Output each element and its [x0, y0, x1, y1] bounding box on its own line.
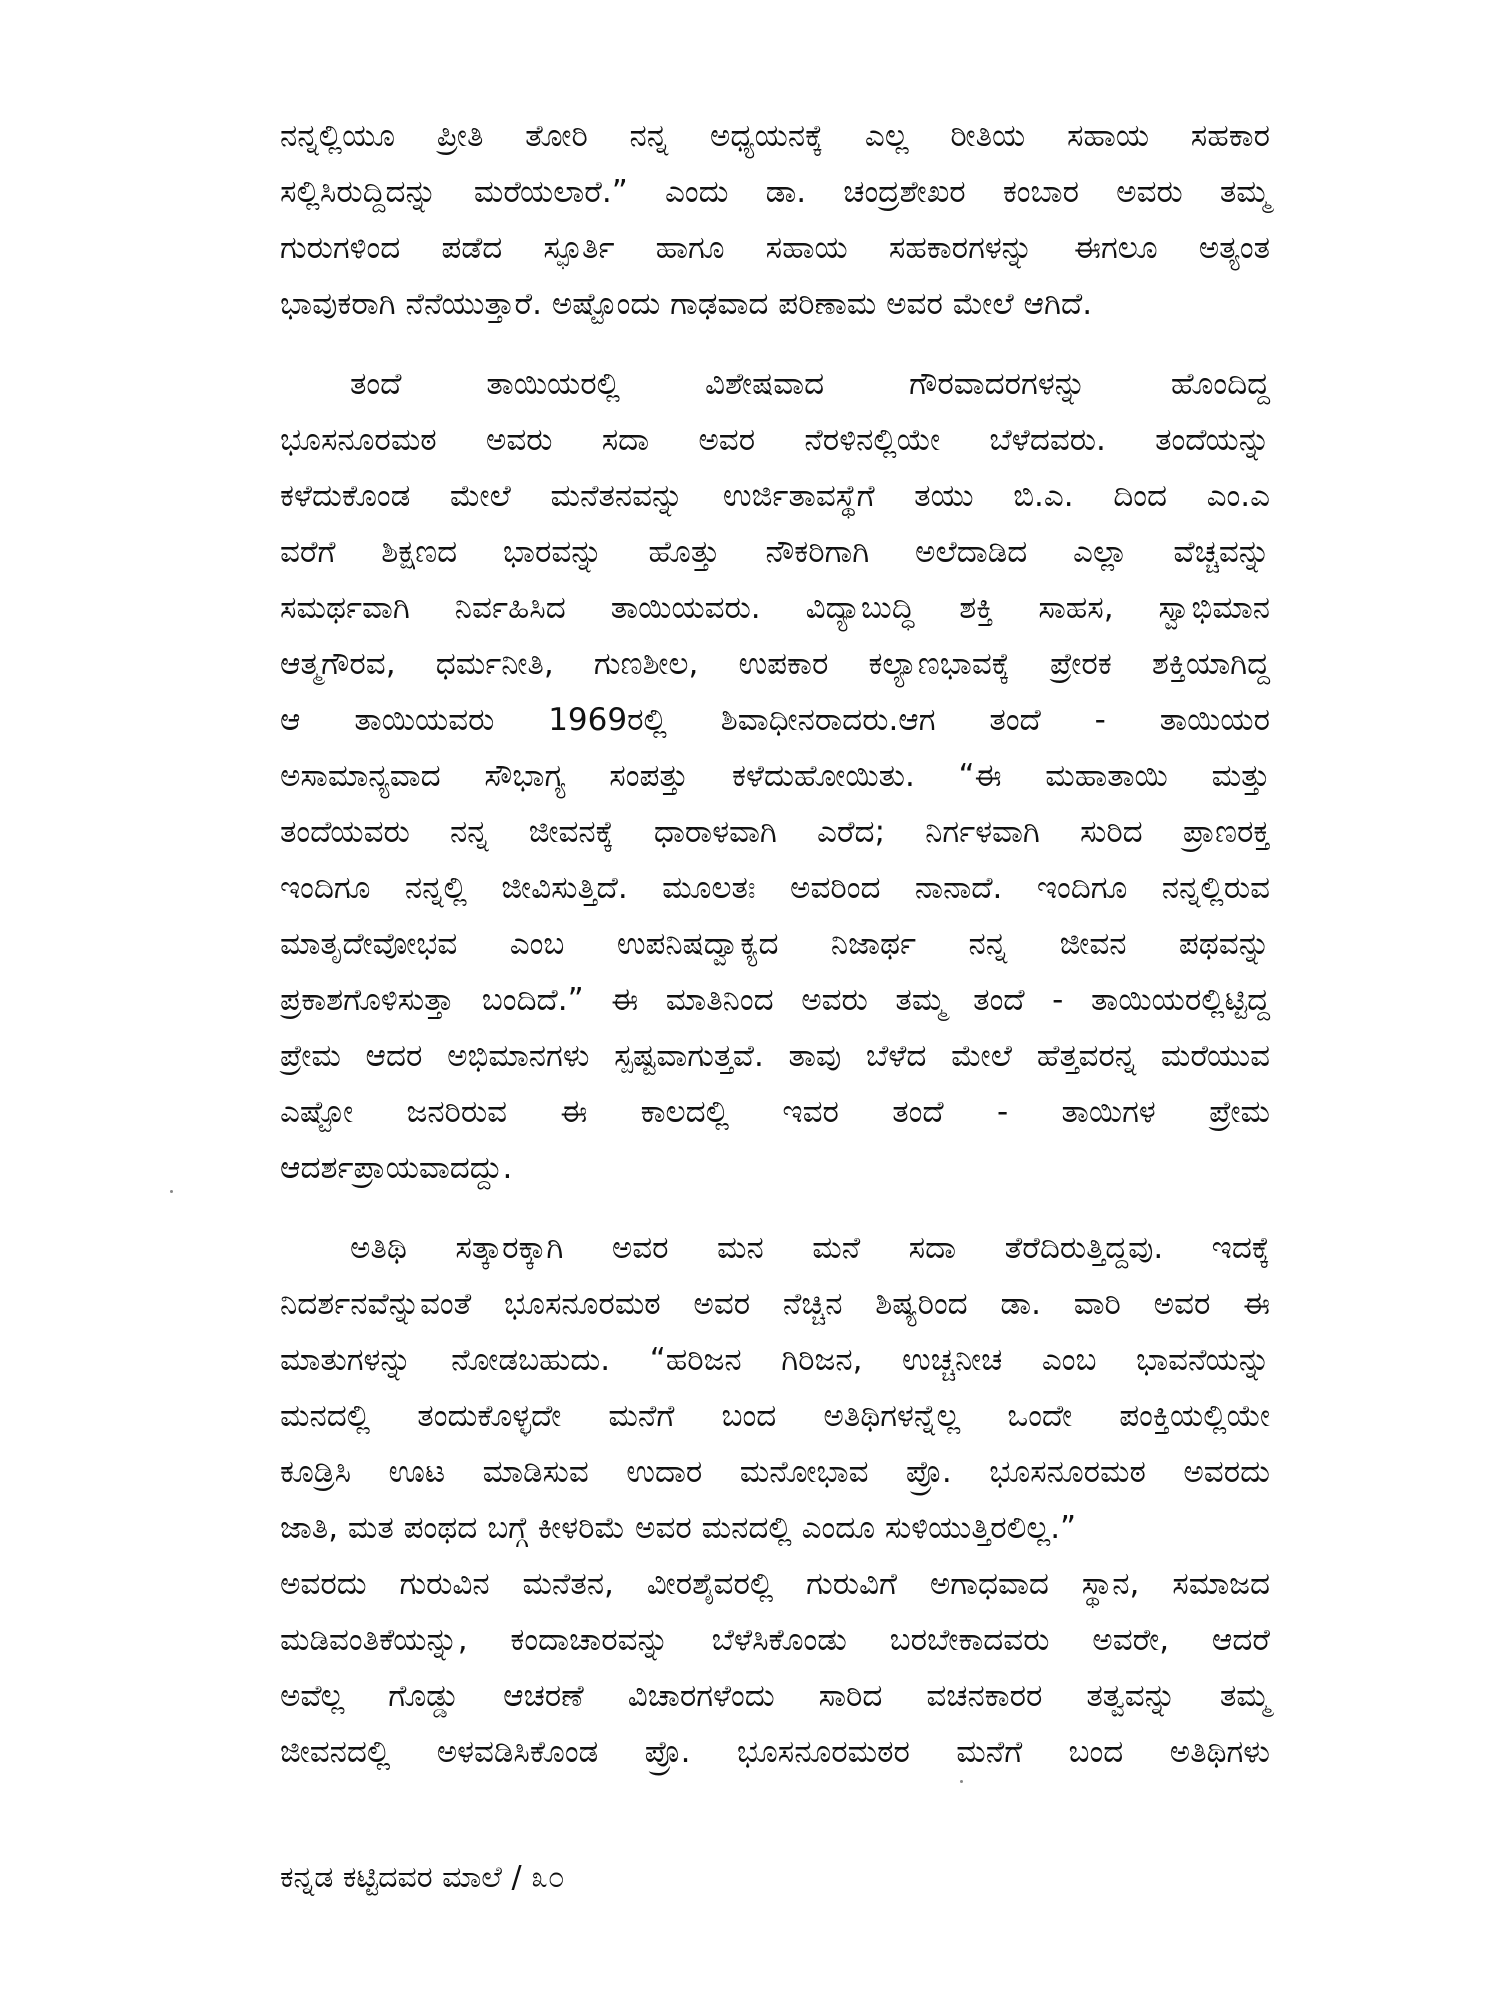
text-line: ಜೀವನದಲ್ಲಿ ಅಳವಡಿಸಿಕೊಂಡ ಪ್ರೊ. ಭೂಸನೂರಮಠರ ಮನೆಗೆ ಬಂದ ಅತಿಥಿಗಳು: [280, 1734, 1270, 1770]
text-line: ಗುರುಗಳಿಂದ ಪಡೆದ ಸ್ಫೂರ್ತಿ ಹಾಗೂ ಸಹಾಯ ಸಹಕಾರಗಳನ್ನು ಈಗಲೂ ಅತ್ಯಂತ: [280, 230, 1270, 266]
text-line: ಅವೆಲ್ಲ ಗೊಡ್ಡು ಆಚರಣೆ ವಿಚಾರಗಳೆಂದು ಸಾರಿದ ವಚನಕಾರರ ತತ್ವವನ್ನು ತಮ್ಮ: [280, 1678, 1270, 1714]
text-line: ಭಾವುಕರಾಗಿ ನೆನೆಯುತ್ತಾರೆ. ಅಷ್ಟೊಂದು ಗಾಢವಾದ ಪರಿಣಾಮ ಅವರ ಮೇಲೆ ಆಗಿದೆ.: [280, 286, 1093, 322]
text-line: ಆ ತಾಯಿಯವರು 1969ರಲ್ಲಿ ಶಿವಾಧೀನರಾದರು.ಆಗ ತಂದೆ - ತಾಯಿಯರ: [280, 702, 1270, 738]
text-line: ಜಾತಿ, ಮತ ಪಂಥದ ಬಗ್ಗೆ ಕೀಳರಿಮೆ ಅವರ ಮನದಲ್ಲಿ ಎಂದೂ ಸುಳಿಯುತ್ತಿರಲಿಲ್ಲ.”: [280, 1510, 1077, 1546]
text-line: ತಂದೆ ತಾಯಿಯರಲ್ಲಿ ವಿಶೇಷವಾದ ಗೌರವಾದರಗಳನ್ನು ಹೊಂದಿದ್ದ: [350, 366, 1270, 402]
text-line: ಪ್ರೇಮ ಆದರ ಅಭಿಮಾನಗಳು ಸ್ಪಷ್ಟವಾಗುತ್ತವೆ. ತಾವು ಬೆಳೆದ ಮೇಲೆ ಹೆತ್ತವರನ್ನ ಮರೆಯುವ: [280, 1038, 1270, 1074]
text-line: ಎಷ್ಟೋ ಜನರಿರುವ ಈ ಕಾಲದಲ್ಲಿ ಇವರ ತಂದೆ - ತಾಯಿಗಳ ಪ್ರೇಮ: [280, 1094, 1270, 1130]
paragraph-1: [280, 108, 1270, 332]
text-line: ಆದರ್ಶಪ್ರಾಯವಾದದ್ದು.: [280, 1150, 513, 1186]
text-line: ಕಳೆದುಕೊಂಡ ಮೇಲೆ ಮನೆತನವನ್ನು ಉರ್ಜಿತಾವಸ್ಥೆಗೆ ತಯು ಬಿ.ಎ. ದಿಂದ ಎಂ.ಎ: [280, 478, 1270, 514]
text-line: ಸಲ್ಲಿಸಿರುದ್ದಿದನ್ನು ಮರೆಯಲಾರೆ.” ಎಂದು ಡಾ. ಚಂದ್ರಶೇಖರ ಕಂಬಾರ ಅವರು ತಮ್ಮ: [280, 174, 1270, 210]
text-line: ಮಾತೃದೇವೋಭವ ಎಂಬ ಉಪನಿಷದ್ವಾಕ್ಯದ ನಿಜಾರ್ಥ ನನ್ನ ಜೀವನ ಪಥವನ್ನು: [280, 926, 1270, 962]
text-line: ಮಾತುಗಳನ್ನು ನೋಡಬಹುದು. “ಹರಿಜನ ಗಿರಿಜನ, ಉಚ್ಚನೀಚ ಎಂಬ ಭಾವನೆಯನ್ನು: [280, 1342, 1270, 1378]
body-text: [280, 108, 1270, 1780]
text-line: ವರೆಗೆ ಶಿಕ್ಷಣದ ಭಾರವನ್ನು ಹೊತ್ತು ನೌಕರಿಗಾಗಿ ಅಲೆದಾಡಿದ ಎಲ್ಲಾ ವೆಚ್ಚವನ್ನು: [280, 534, 1270, 570]
text-line: ಅವರದು ಗುರುವಿನ ಮನೆತನ, ವೀರಶೈವರಲ್ಲಿ ಗುರುವಿಗೆ ಅಗಾಧವಾದ ಸ್ಥಾನ, ಸಮಾಜದ: [280, 1566, 1270, 1602]
text-line: ನಿದರ್ಶನವೆನ್ನುವಂತೆ ಭೂಸನೂರಮಠ ಅವರ ನೆಚ್ಚಿನ ಶಿಷ್ಯರಿಂದ ಡಾ. ವಾರಿ ಅವರ ಈ: [280, 1286, 1270, 1322]
text-line: ನನ್ನಲ್ಲಿಯೂ ಪ್ರೀತಿ ತೋರಿ ನನ್ನ ಅಧ್ಯಯನಕ್ಕೆ ಎಲ್ಲ ರೀತಿಯ ಸಹಾಯ ಸಹಕಾರ: [280, 118, 1270, 154]
text-line: ತಂದೆಯವರು ನನ್ನ ಜೀವನಕ್ಕೆ ಧಾರಾಳವಾಗಿ ಎರೆದ; ನಿರ್ಗಳವಾಗಿ ಸುರಿದ ಪ್ರಾಣರಕ್ತ: [280, 814, 1270, 850]
text-line: ಪ್ರಕಾಶಗೊಳಿಸುತ್ತಾ ಬಂದಿದೆ.” ಈ ಮಾತಿನಿಂದ ಅವರು ತಮ್ಮ ತಂದೆ - ತಾಯಿಯರಲ್ಲಿಟ್ಟಿದ್ದ: [280, 982, 1270, 1018]
paragraph-2: [280, 356, 1270, 1196]
text-line: ಕೂಡ್ರಿಸಿ ಊಟ ಮಾಡಿಸುವ ಉದಾರ ಮನೋಭಾವ ಪ್ರೊ. ಭೂಸನೂರಮಠ ಅವರದು: [280, 1454, 1270, 1490]
text-line: ಮಡಿವಂತಿಕೆಯನ್ನು, ಕಂದಾಚಾರವನ್ನು ಬೆಳೆಸಿಕೊಂಡು ಬರಬೇಕಾದವರು ಅವರೇ, ಆದರೆ: [280, 1622, 1270, 1658]
text-line: ಸಮರ್ಥವಾಗಿ ನಿರ್ವಹಿಸಿದ ತಾಯಿಯವರು. ವಿದ್ಯಾಬುದ್ಧಿ ಶಕ್ತಿ ಸಾಹಸ, ಸ್ವಾಭಿಮಾನ: [280, 590, 1270, 626]
page-footer: ಕನ್ನಡ ಕಟ್ಟಿದವರ ಮಾಲೆ / ೩೦: [280, 1860, 565, 1895]
text-line: ಅತಿಥಿ ಸತ್ಕಾರಕ್ಕಾಗಿ ಅವರ ಮನ ಮನೆ ಸದಾ ತೆರೆದಿರುತ್ತಿದ್ದವು. ಇದಕ್ಕೆ: [350, 1230, 1270, 1266]
text-line: ಆತ್ಮಗೌರವ, ಧರ್ಮನೀತಿ, ಗುಣಶೀಲ, ಉಪಕಾರ ಕಲ್ಯಾಣಭಾವಕ್ಕೆ ಪ್ರೇರಕ ಶಕ್ತಿಯಾಗಿದ್ದ: [280, 646, 1270, 682]
text-line: ಮನದಲ್ಲಿ ತಂದುಕೊಳ್ಳದೇ ಮನೆಗೆ ಬಂದ ಅತಿಥಿಗಳನ್ನೆಲ್ಲ ಒಂದೇ ಪಂಕ್ತಿಯಲ್ಲಿಯೇ: [280, 1398, 1270, 1434]
paragraph-3: [280, 1220, 1270, 1780]
text-line: ಇಂದಿಗೂ ನನ್ನಲ್ಲಿ ಜೀವಿಸುತ್ತಿದೆ. ಮೂಲತಃ ಅವರಿಂದ ನಾನಾದೆ. ಇಂದಿಗೂ ನನ್ನಲ್ಲಿರುವ: [280, 870, 1270, 906]
text-line: ಭೂಸನೂರಮಠ ಅವರು ಸದಾ ಅವರ ನೆರಳಿನಲ್ಲಿಯೇ ಬೆಳೆದವರು. ತಂದೆಯನ್ನು: [280, 422, 1270, 458]
scan-speck: [960, 1780, 963, 1783]
scan-speck: [170, 1190, 173, 1193]
text-line: ಅಸಾಮಾನ್ಯವಾದ ಸೌಭಾಗ್ಯ ಸಂಪತ್ತು ಕಳೆದುಹೋಯಿತು. “ಈ ಮಹಾತಾಯಿ ಮತ್ತು: [280, 758, 1270, 794]
